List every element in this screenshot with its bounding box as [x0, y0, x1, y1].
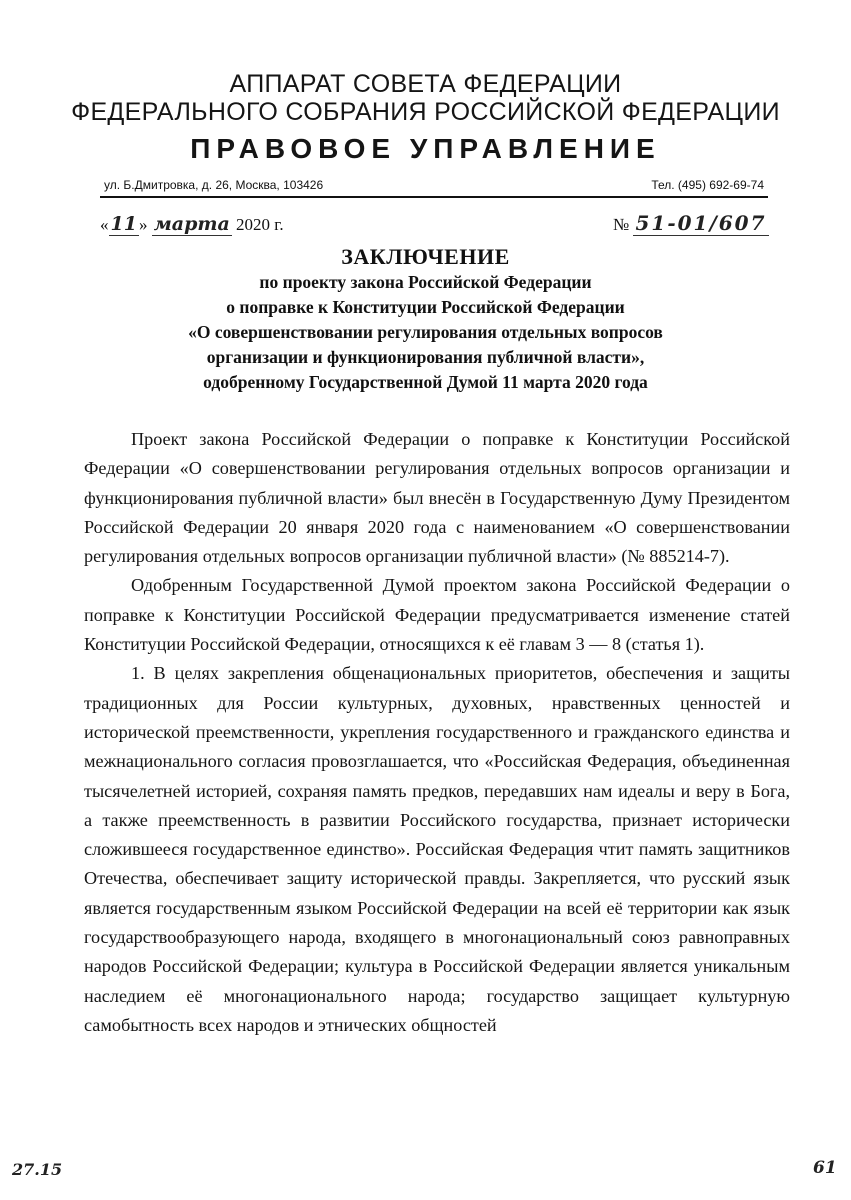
number-prefix: № [613, 215, 630, 234]
subtitle-line: организации и функционирования публичной власти», [206, 347, 645, 367]
department-name: ПРАВОВОЕ УПРАВЛЕНИЕ [190, 133, 661, 164]
handwritten-margin-note: 27.15 [12, 1160, 63, 1179]
date-close-quote: » [138, 215, 148, 234]
body-paragraph: Проект закона Российской Федерации о поправке к Конституции Российской Федерации «О совершенствовании регулирования отдельных вопросов организации и функционирования публичной власти» был внесён в Государственную Думу Президентом Российской Федерации 20 января 2020 года с наименованием «О совершенствовании регулирования отдельных вопросов организации публичной власти» (№ 885214-7). [84, 429, 790, 567]
subtitle-line: по проекту закона Российской Федерации [259, 272, 592, 292]
handwritten-page-number: 61 [813, 1158, 837, 1178]
phone: Тел. (495) 692-69-74 [651, 178, 764, 192]
date-open-quote: « [100, 215, 109, 234]
date-year: 2020 г. [236, 215, 284, 234]
subtitle-line: о поправке к Конституции Российской Федерации [226, 297, 625, 317]
organization-name-line-1: АППАРАТ СОВЕТА ФЕДЕРАЦИИ [229, 70, 622, 98]
address: ул. Б.Дмитровка, д. 26, Москва, 103426 [104, 178, 324, 192]
body-paragraph: 1. В целях закрепления общенациональных приоритетов, обеспечения и защиты традиционных для России культурных, духовных, нравственных ценностей и исторической преемственности, укрепления государственного и гражданского единства и межнационального согласия провозглашается, что «Российская Федерация, объединенная тысячелетней историей, сохраняя память предков, передавших нам идеалы и веру в Бога, а также преемственность в развитии Российского государства, признает исторически сложившееся государственное единство». Российская Федерация чтит память защитников Отечества, обеспечивает защиту исторической правды. Закрепляется, что русский язык является государственным языком Российской Федерации на всей её территории как язык государствообразующего народа, входящего в многонациональный союз равноправных народов Российской Федерации; культура в Российской Федерации является уникальным наследием её многонационального народа; государство защищает культурную самобытность всех народов и этнических общностей [84, 663, 790, 1035]
header-divider [100, 196, 768, 198]
document-date [100, 213, 284, 235]
organization-name-line-2: ФЕДЕРАЛЬНОГО СОБРАНИЯ РОССИЙСКОЙ ФЕДЕРАЦИИ [71, 98, 780, 126]
date-month: марта [153, 213, 230, 235]
document-title: ЗАКЛЮЧЕНИЕ [341, 244, 510, 269]
document-body [84, 425, 790, 1040]
number-value: 51-01/607 [635, 211, 767, 235]
body-paragraph: Одобренным Государственной Думой проектом закона Российской Федерации о поправке к Конституции Российской Федерации предусматривается изменение статей Конституции Российской Федерации, относящихся к её главам 3 — 8 (статья 1). [84, 575, 790, 655]
subtitle-line: «О совершенствовании регулирования отдельных вопросов [188, 322, 663, 342]
subtitle-line: одобренному Государственной Думой 11 марта 2020 года [203, 372, 648, 392]
document-number [613, 211, 769, 235]
date-day: 11 [110, 213, 137, 235]
